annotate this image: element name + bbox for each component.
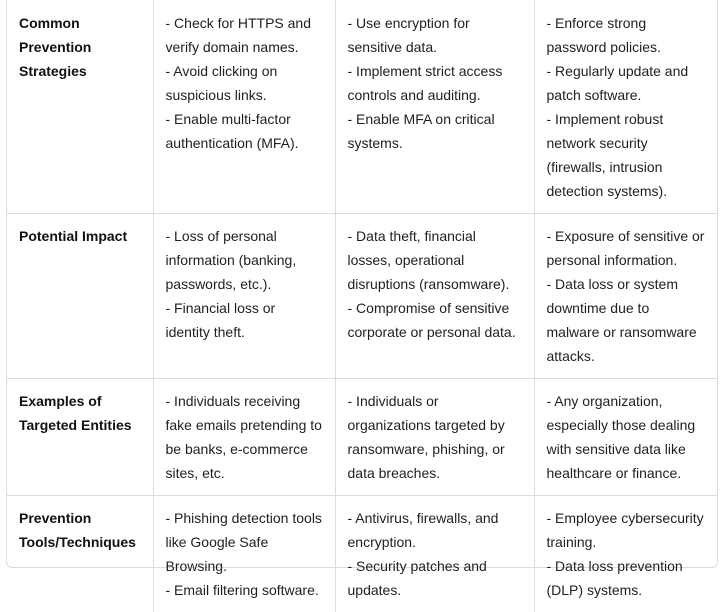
- cell-line: - Data loss or system downtime due to malware or ransomware attacks.: [547, 272, 706, 368]
- cell-line: - Compromise of sensitive corporate or personal data.: [348, 296, 522, 344]
- table-row: [7, 214, 717, 379]
- cell-line: - Security patches and updates.: [348, 554, 522, 602]
- cell-line: - Employee cybersecurity training.: [547, 506, 706, 554]
- cell-line: - Antivirus, firewalls, and encryption.: [348, 506, 522, 554]
- cell-line: - Financial loss or identity theft.: [166, 296, 323, 344]
- cell-line: - Enable multi-factor authentication (MFA).: [166, 107, 323, 155]
- table-cell: [335, 214, 534, 379]
- cell-line: - Enable MFA on critical systems.: [348, 107, 522, 155]
- table-cell: [335, 0, 534, 214]
- cell-line: - Individuals receiving fake emails pretending to be banks, e-commerce sites, etc.: [166, 389, 323, 485]
- cell-line: - Any organization, especially those dealing with sensitive data like healthcare or finance.: [547, 389, 706, 485]
- table-cell: [534, 0, 717, 214]
- comparison-table-container: [6, 0, 718, 568]
- cell-line: - Use encryption for sensitive data.: [348, 11, 522, 59]
- table-cell: [534, 496, 717, 612]
- cell-line: - Email filtering software.: [166, 578, 323, 602]
- cell-line: - Avoid clicking on suspicious links.: [166, 59, 323, 107]
- row-label: Examples of Targeted Entities: [7, 379, 153, 496]
- table-cell: [534, 379, 717, 496]
- table-cell: [153, 496, 335, 612]
- table-cell: [153, 214, 335, 379]
- cell-line: - Check for HTTPS and verify domain names.: [166, 11, 323, 59]
- cell-line: - Loss of personal information (banking, passwords, etc.).: [166, 224, 323, 296]
- comparison-table: [7, 0, 717, 612]
- cell-line: - Implement robust network security (firewalls, intrusion detection systems).: [547, 107, 706, 203]
- table-row: [7, 496, 717, 612]
- row-label: Common Prevention Strategies: [7, 0, 153, 214]
- row-label: Prevention Tools/Techniques: [7, 496, 153, 612]
- table-cell: [153, 379, 335, 496]
- cell-line: - Implement strict access controls and auditing.: [348, 59, 522, 107]
- cell-line: - Phishing detection tools like Google Safe Browsing.: [166, 506, 323, 578]
- table-cell: [153, 0, 335, 214]
- table-row: [7, 0, 717, 214]
- cell-line: - Data loss prevention (DLP) systems.: [547, 554, 706, 602]
- cell-line: - Exposure of sensitive or personal information.: [547, 224, 706, 272]
- row-label: Potential Impact: [7, 214, 153, 379]
- table-cell: [335, 379, 534, 496]
- cell-line: - Regularly update and patch software.: [547, 59, 706, 107]
- cell-line: - Individuals or organizations targeted by ransomware, phishing, or data breaches.: [348, 389, 522, 485]
- table-row: [7, 379, 717, 496]
- table-cell: [534, 214, 717, 379]
- cell-line: - Enforce strong password policies.: [547, 11, 706, 59]
- cell-line: - Data theft, financial losses, operational disruptions (ransomware).: [348, 224, 522, 296]
- table-cell: [335, 496, 534, 612]
